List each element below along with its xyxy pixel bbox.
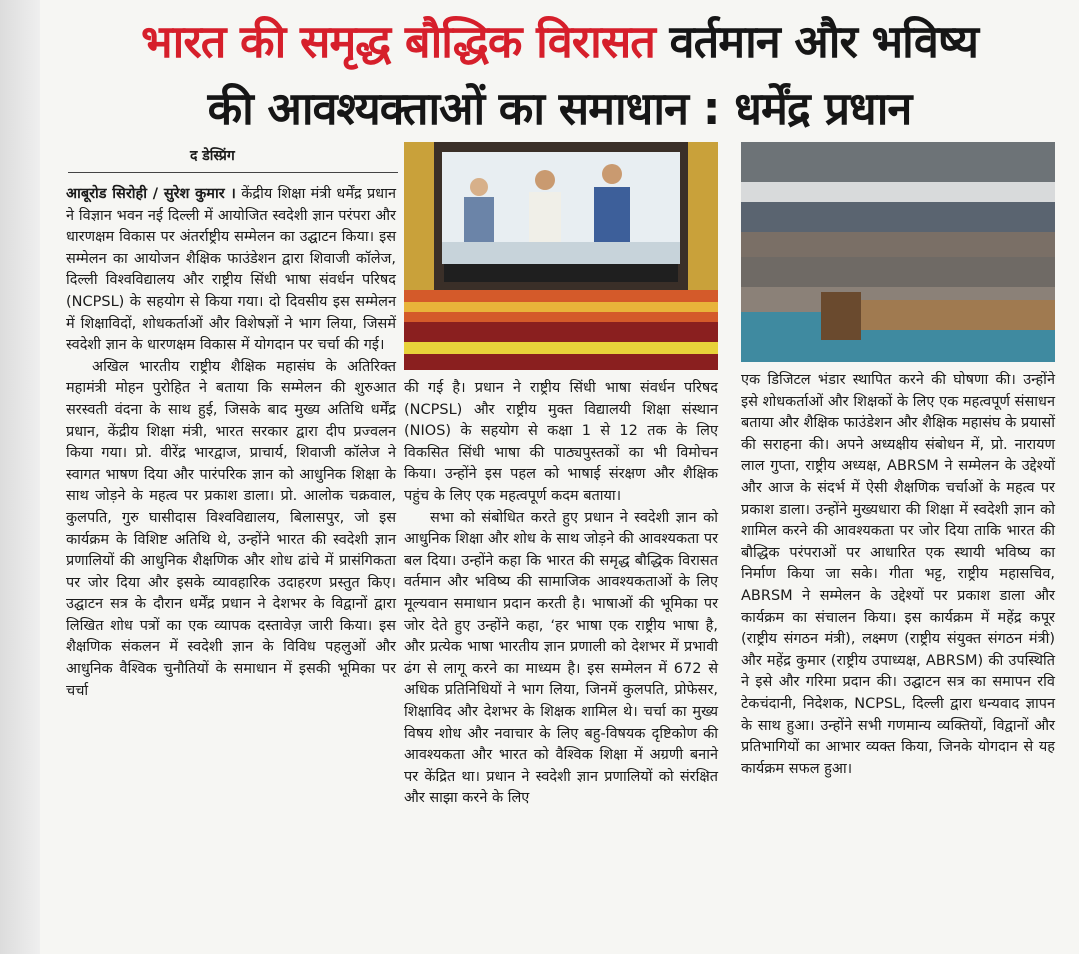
article-column-3 [741,370,1055,780]
article-paragraph: अखिल भारतीय राष्ट्रीय शैक्षिक महासंघ के अतिरिक्त महामंत्री मोहन पुरोहित ने बताया कि सम्मेलन की शुरुआत सरस्वती वंदना के साथ हुई, जिसके बाद मुख्य अतिथि धर्मेंद्र प्रधान, केंद्रीय शिक्षा मंत्री, भारत सरकार द्वारा दीप प्रज्वलन किया गया। प्रो. वीरेंद्र भारद्वाज, प्राचार्य, शिवाजी कॉलेज ने स्वागत भाषण दिया और पारंपरिक ज्ञान को आधुनिक शिक्षा के साथ जोड़ने के महत्व पर प्रकाश डाला। प्रो. आलोक चक्रवाल, कुलपति, गुरु घासीदास विश्वविद्यालय, बिलासपुर, जो इस कार्यक्रम के विशिष्ट अतिथि थे, उन्होंने भारत की स्वदेशी ज्ञान प्रणालियों की आधुनिक शैक्षणिक और शोध ढांचे में प्रासंगिकता पर जोर दिया और इसके व्यावहारिक उदाहरण प्रस्तुत किए। उद्घाटन सत्र के दौरान धर्मेंद्र प्रधान ने देशभर के विद्वानों द्वारा लिखित शोध पत्रों का एक व्यापक दस्तावेज़ जारी किया। इस शैक्षणिक संकलन में स्वदेशी ज्ञान के विविध पहलुओं और आधुनिक वैश्विक चुनौतियों के समाधान में इसकी भूमिका पर चर्चा [66,358,396,699]
stage-event-photo [404,142,718,370]
dateline: आबूरोड सिरोही / सुरेश कुमार । [66,186,236,202]
stage-photo-illustration [404,142,718,370]
article-paragraph: सभा को संबोधित करते हुए प्रधान ने स्वदेशी ज्ञान को आधुनिक शिक्षा और शोध के साथ जोड़ने की आवश्यकता पर बल दिया। उन्होंने कहा कि भारत की समृद्ध बौद्धिक विरासत वर्तमान और भविष्य की सामाजिक आवश्यकताओं के लिए मूल्यवान समाधान प्रदान करती है। भाषाओं की भूमिका पर जोर देते हुए उन्होंने कहा, ‘हर भाषा एक राष्ट्रीय भाषा है, और प्रत्येक भाषा भारतीय ज्ञान प्रणाली को देशभर में प्रभावी ढंग से लागू करने का माध्यम है। इस सम्मेलन में 672 से अधिक प्रतिनिधियों ने भाग लिया, जिनमें कुलपति, प्रोफेसर, शिक्षाविद और देशभर के शिक्षक शामिल थे। चर्चा का मुख्य विषय शोध और नवाचार के लिए बहु-विषयक दृष्टिकोण की आवश्यकता और भारत को वैश्विक शिक्षा में अग्रणी बनाने पर केंद्रित था। प्रधान ने स्वदेशी ज्ञान प्रणालियों को संरक्षित और साझा करने के लिए [404,509,718,807]
article-column-1 [66,184,396,702]
headline-line-2: की आवश्यक्ताओं का समाधान : धर्मेंद्र प्रधान [207,82,912,135]
article-paragraph: की गई है। प्रधान ने राष्ट्रीय सिंधी भाषा संवर्धन परिषद (NCPSL) और राष्ट्रीय मुक्त विद्यालयी शिक्षा संस्थान (NIOS) के सहयोग से कक्षा 1 से 12 तक के लिए विकसित सिंधी भाषा की पाठ्यपुस्तकों का भी विमोचन किया। उन्होंने इस पहल को भाषाई संरक्षण और शैक्षिक पहुंच के लिए एक महत्वपूर्ण कदम बताया। [404,380,718,504]
article-paragraph [66,184,396,357]
byline-rule [68,172,398,173]
article-text: केंद्रीय शिक्षा मंत्री धर्मेंद्र प्रधान ने विज्ञान भवन नई दिल्ली में आयोजित स्वदेशी ज्ञान परंपरा और धारणक्षम विकास पर अंतर्राष्ट्रीय सम्मेलन का उद्घाटन किया। इस सम्मेलन का आयोजन शैक्षिक फाउंडेशन द्वारा शिवाजी कॉलेज, दिल्ली विश्वविद्यालय और राष्ट्रीय सिंधी भाषा संवर्धन परिषद (NCPSL) के सहयोग से किया गया। दो दिवसीय इस सम्मेलन में शिक्षाविदों, शोधकर्ताओं और विशेषज्ञों ने भाग लिया, जिसमें स्वदेशी ज्ञान के धारणक्षम विकास में योगदान पर चर्चा की गई। [66,186,396,354]
headline-red-part: भारत की समृद्ध बौद्धिक विरासत [141,15,655,68]
byline: द डेस्प्रिंग [190,148,235,164]
headline-black-part: वर्तमान और भविष्य [654,15,978,68]
article-column-2 [404,378,718,810]
auditorium-photo [741,142,1055,362]
auditorium-illustration [741,142,1055,362]
page-edge [0,0,40,954]
headline-line-1 [40,6,1079,78]
article-paragraph: एक डिजिटल भंडार स्थापित करने की घोषणा की। उन्होंने इसे शोधकर्ताओं और शिक्षकों के लिए एक महत्वपूर्ण संसाधन बताया और शैक्षिक फाउंडेशन और शैक्षिक महासंघ के प्रयासों की सराहना की। अपने अध्यक्षीय संबोधन में, प्रो. नारायण लाल गुप्ता, राष्ट्रीय अध्यक्ष, ABRSM ने सम्मेलन के उद्देश्यों और आज के संदर्भ में ऐसी शैक्षणिक चर्चाओं के महत्व पर प्रकाश डाला। उन्होंने मुख्यधारा की शिक्षा में स्वदेशी ज्ञान को शामिल करने की आवश्यकता पर जोर दिया ताकि भारत की बौद्धिक परंपराओं पर आधारित एक स्थायी भविष्य का निर्माण किया जा सके। गीता भट्ट, राष्ट्रीय महासचिव, ABRSM ने सम्मेलन के उद्देश्यों पर प्रकाश डाला और कार्यक्रम का संचालन किया। इस कार्यक्रम में महेंद्र कपूर (राष्ट्रीय संगठन मंत्री), लक्ष्मण (राष्ट्रीय संयुक्त संगठन मंत्री) और महेंद्र कुमार (राष्ट्रीय उपाध्यक्ष, ABRSM) की उपस्थिति ने इसे और गरिमा प्रदान की। उद्घाटन सत्र का समापन रवि टेकचंदानी, निदेशक, NCPSL, दिल्ली द्वारा धन्यवाद ज्ञापन के साथ हुआ। उन्होंने सभी गणमान्य व्यक्तियों, विद्वानों और प्रतिभागियों का आभार व्यक्त किया, जिनके योगदान से यह कार्यक्रम सफल हुआ। [741,372,1055,777]
